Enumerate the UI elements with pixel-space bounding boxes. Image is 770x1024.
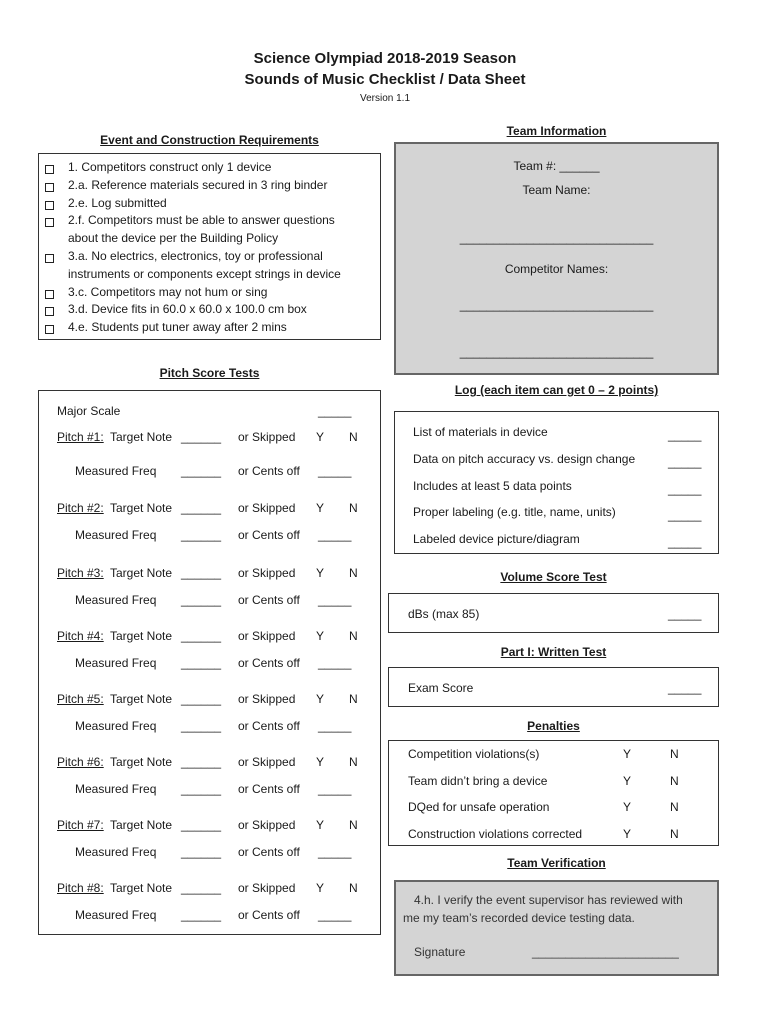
major-scale-score-field[interactable]: _____ bbox=[318, 404, 352, 418]
target-note-label: Target Note bbox=[110, 566, 173, 580]
measured-freq-label: Measured Freq bbox=[75, 782, 157, 796]
penalty-no[interactable]: N bbox=[670, 800, 679, 814]
requirement-checkbox[interactable] bbox=[45, 290, 54, 299]
target-note-field[interactable]: ______ bbox=[181, 566, 222, 580]
written-box bbox=[388, 667, 719, 707]
pitch-label: Pitch #7: bbox=[57, 818, 104, 832]
requirement-checkbox[interactable] bbox=[45, 165, 54, 174]
penalties-heading: Penalties bbox=[527, 719, 580, 733]
cents-off-field[interactable]: _____ bbox=[318, 464, 352, 478]
penalty-yes[interactable]: Y bbox=[623, 773, 632, 788]
pitch-box bbox=[38, 390, 381, 935]
volume-box bbox=[388, 593, 719, 633]
pitch-heading: Pitch Score Tests bbox=[159, 366, 260, 380]
log-box bbox=[394, 411, 719, 554]
skipped-label: or Skipped bbox=[238, 755, 296, 769]
log-item-label: Includes at least 5 data points bbox=[413, 478, 572, 493]
cents-off-field[interactable]: _____ bbox=[318, 719, 352, 733]
penalty-yes[interactable]: Y bbox=[623, 826, 632, 841]
cents-off-label: or Cents off bbox=[238, 845, 300, 859]
measured-freq-label: Measured Freq bbox=[75, 719, 157, 733]
skipped-no[interactable]: N bbox=[349, 566, 358, 580]
pitch-label: Pitch #4: bbox=[57, 629, 104, 643]
target-note-field[interactable]: ______ bbox=[181, 629, 222, 643]
skipped-yes[interactable]: Y bbox=[316, 566, 325, 580]
cents-off-label: or Cents off bbox=[238, 782, 300, 796]
cents-off-field[interactable]: _____ bbox=[318, 593, 352, 607]
requirement-text: instruments or components except strings in device bbox=[68, 266, 341, 281]
penalty-yes[interactable]: Y bbox=[623, 800, 632, 814]
requirement-text: 2.e. Log submitted bbox=[68, 195, 167, 210]
log-item-score-field[interactable]: _____ bbox=[668, 508, 702, 523]
target-note-label: Target Note bbox=[110, 629, 173, 643]
target-note-field[interactable]: ______ bbox=[181, 430, 222, 444]
penalty-no[interactable]: N bbox=[670, 773, 679, 788]
measured-freq-field[interactable]: ______ bbox=[181, 528, 222, 542]
verification-statement-line2: me my team’s recorded device testing data. bbox=[403, 911, 635, 925]
skipped-label: or Skipped bbox=[238, 692, 296, 706]
target-note-field[interactable]: ______ bbox=[181, 755, 222, 769]
requirement-text: 3.d. Device fits in 60.0 x 60.0 x 100.0 cm box bbox=[68, 302, 307, 317]
skipped-no[interactable]: N bbox=[349, 755, 358, 769]
volume-heading: Volume Score Test bbox=[500, 570, 607, 584]
requirement-text: 1. Competitors construct only 1 device bbox=[68, 160, 272, 174]
skipped-label: or Skipped bbox=[238, 430, 296, 444]
skipped-label: or Skipped bbox=[238, 566, 296, 580]
cents-off-field[interactable]: _____ bbox=[318, 528, 352, 542]
requirement-text: 3.c. Competitors may not hum or sing bbox=[68, 284, 268, 299]
penalty-label: Team didn’t bring a device bbox=[408, 773, 548, 788]
competitor-names-label: Competitor Names: bbox=[504, 262, 609, 276]
target-note-field[interactable]: ______ bbox=[181, 692, 222, 706]
measured-freq-field[interactable]: ______ bbox=[181, 782, 222, 796]
team-info-heading: Team Information bbox=[506, 124, 607, 138]
pitch-label: Pitch #3: bbox=[57, 566, 104, 580]
log-item-score-field[interactable]: _____ bbox=[668, 481, 702, 496]
cents-off-label: or Cents off bbox=[238, 528, 300, 542]
requirements-heading: Event and Construction Requirements bbox=[100, 133, 319, 147]
competitor-name-field-2[interactable]: _____________________________ bbox=[459, 345, 654, 359]
measured-freq-label: Measured Freq bbox=[75, 528, 157, 542]
written-heading: Part I: Written Test bbox=[500, 645, 607, 659]
team-name-label: Team Name: bbox=[522, 183, 591, 197]
target-note-label: Target Note bbox=[110, 818, 173, 832]
pitch-label: Pitch #6: bbox=[57, 755, 104, 769]
skipped-no[interactable]: N bbox=[349, 881, 358, 895]
cents-off-field[interactable]: _____ bbox=[318, 656, 352, 670]
cents-off-label: or Cents off bbox=[238, 593, 300, 607]
skipped-label: or Skipped bbox=[238, 629, 296, 643]
pitch-label: Pitch #2: bbox=[57, 501, 104, 515]
cents-off-field[interactable]: _____ bbox=[318, 782, 352, 796]
measured-freq-label: Measured Freq bbox=[75, 464, 157, 478]
target-note-label: Target Note bbox=[110, 755, 173, 769]
log-item-score-field[interactable]: _____ bbox=[668, 454, 702, 469]
cents-off-label: or Cents off bbox=[238, 908, 300, 922]
penalty-yes[interactable]: Y bbox=[623, 747, 632, 761]
requirement-checkbox[interactable] bbox=[45, 183, 54, 192]
skipped-label: or Skipped bbox=[238, 501, 296, 515]
skipped-yes[interactable]: Y bbox=[316, 881, 325, 895]
requirement-checkbox[interactable] bbox=[45, 307, 54, 316]
cents-off-label: or Cents off bbox=[238, 464, 300, 478]
title-checklist: Sounds of Music Checklist / Data Sheet bbox=[244, 71, 526, 88]
verification-statement-line1: 4.h. I verify the event supervisor has reviewed with bbox=[414, 893, 683, 907]
target-note-label: Target Note bbox=[110, 692, 173, 706]
log-item-score-field[interactable]: _____ bbox=[668, 535, 702, 550]
skipped-yes[interactable]: Y bbox=[316, 818, 325, 832]
signature-field[interactable]: ______________________ bbox=[532, 945, 679, 959]
skipped-yes[interactable]: Y bbox=[316, 501, 325, 515]
measured-freq-field[interactable]: ______ bbox=[181, 593, 222, 607]
volume-label: dBs (max 85) bbox=[408, 607, 480, 621]
requirement-checkbox[interactable] bbox=[45, 201, 54, 210]
pitch-label: Pitch #8: bbox=[57, 881, 104, 895]
team-name-field[interactable]: _____________________________ bbox=[459, 231, 654, 245]
requirement-text: 2.f. Competitors must be able to answer questions bbox=[68, 213, 335, 228]
pitch-label: Pitch #1: bbox=[57, 430, 104, 444]
major-scale-label: Major Scale bbox=[57, 404, 121, 418]
competitor-name-field-1[interactable]: _____________________________ bbox=[459, 298, 654, 312]
measured-freq-label: Measured Freq bbox=[75, 656, 157, 670]
skipped-label: or Skipped bbox=[238, 818, 296, 832]
log-item-label: Labeled device picture/diagram bbox=[413, 532, 580, 547]
measured-freq-field[interactable]: ______ bbox=[181, 656, 222, 670]
target-note-label: Target Note bbox=[110, 881, 173, 895]
skipped-no[interactable]: N bbox=[349, 629, 358, 643]
volume-score-field[interactable]: _____ bbox=[668, 607, 702, 621]
measured-freq-label: Measured Freq bbox=[75, 908, 157, 922]
target-note-label: Target Note bbox=[110, 501, 173, 515]
skipped-label: or Skipped bbox=[238, 881, 296, 895]
requirement-checkbox[interactable] bbox=[45, 218, 54, 227]
skipped-yes[interactable]: Y bbox=[316, 430, 325, 444]
skipped-no[interactable]: N bbox=[349, 818, 358, 832]
log-item-label: Data on pitch accuracy vs. design change bbox=[413, 451, 636, 466]
log-heading: Log (each item can get 0 – 2 points) bbox=[454, 383, 659, 397]
measured-freq-field[interactable]: ______ bbox=[181, 719, 222, 733]
verification-box bbox=[394, 880, 719, 976]
penalty-no[interactable]: N bbox=[670, 747, 679, 761]
measured-freq-field[interactable]: ______ bbox=[181, 464, 222, 478]
skipped-yes[interactable]: Y bbox=[316, 755, 325, 769]
skipped-yes[interactable]: Y bbox=[316, 629, 325, 643]
requirement-checkbox[interactable] bbox=[45, 254, 54, 263]
penalty-label: Competition violations(s) bbox=[408, 747, 540, 761]
verification-heading: Team Verification bbox=[507, 856, 606, 870]
team-info-box bbox=[394, 142, 719, 375]
requirement-text: 2.a. Reference materials secured in 3 ring binder bbox=[68, 177, 328, 192]
skipped-yes[interactable]: Y bbox=[316, 692, 325, 706]
exam-score-label: Exam Score bbox=[408, 681, 474, 695]
penalty-no[interactable]: N bbox=[670, 826, 679, 841]
exam-score-field[interactable]: _____ bbox=[668, 681, 702, 695]
signature-label: Signature bbox=[414, 945, 466, 959]
cents-off-label: or Cents off bbox=[238, 656, 300, 670]
pitch-label: Pitch #5: bbox=[57, 692, 104, 706]
target-note-field[interactable]: ______ bbox=[181, 818, 222, 832]
measured-freq-label: Measured Freq bbox=[75, 593, 157, 607]
penalties-box bbox=[388, 740, 719, 846]
log-item-score-field[interactable]: _____ bbox=[668, 428, 702, 442]
version-label: Version 1.1 bbox=[359, 93, 411, 104]
target-note-label: Target Note bbox=[110, 430, 173, 444]
requirement-checkbox[interactable] bbox=[45, 325, 54, 334]
log-item-label: List of materials in device bbox=[413, 425, 548, 439]
measured-freq-field[interactable]: ______ bbox=[181, 845, 222, 859]
requirement-text: 3.a. No electrics, electronics, toy or professional bbox=[68, 249, 323, 263]
cents-off-label: or Cents off bbox=[238, 719, 300, 733]
skipped-no[interactable]: N bbox=[349, 501, 358, 515]
team-number-field[interactable]: Team #: ______ bbox=[513, 159, 600, 173]
cents-off-field[interactable]: _____ bbox=[318, 845, 352, 859]
penalty-label: DQed for unsafe operation bbox=[408, 800, 550, 814]
log-item-label: Proper labeling (e.g. title, name, units) bbox=[413, 505, 616, 520]
measured-freq-field[interactable]: ______ bbox=[181, 908, 222, 922]
requirements-box bbox=[38, 153, 381, 340]
target-note-field[interactable]: ______ bbox=[181, 501, 222, 515]
penalty-label: Construction violations corrected bbox=[408, 826, 583, 841]
cents-off-field[interactable]: _____ bbox=[318, 908, 352, 922]
skipped-no[interactable]: N bbox=[349, 430, 358, 444]
requirement-text: about the device per the Building Policy bbox=[68, 231, 279, 246]
target-note-field[interactable]: ______ bbox=[181, 881, 222, 895]
measured-freq-label: Measured Freq bbox=[75, 845, 157, 859]
title-season: Science Olympiad 2018-2019 Season bbox=[253, 50, 517, 67]
requirement-text: 4.e. Students put tuner away after 2 mins bbox=[68, 320, 287, 335]
skipped-no[interactable]: N bbox=[349, 692, 358, 706]
